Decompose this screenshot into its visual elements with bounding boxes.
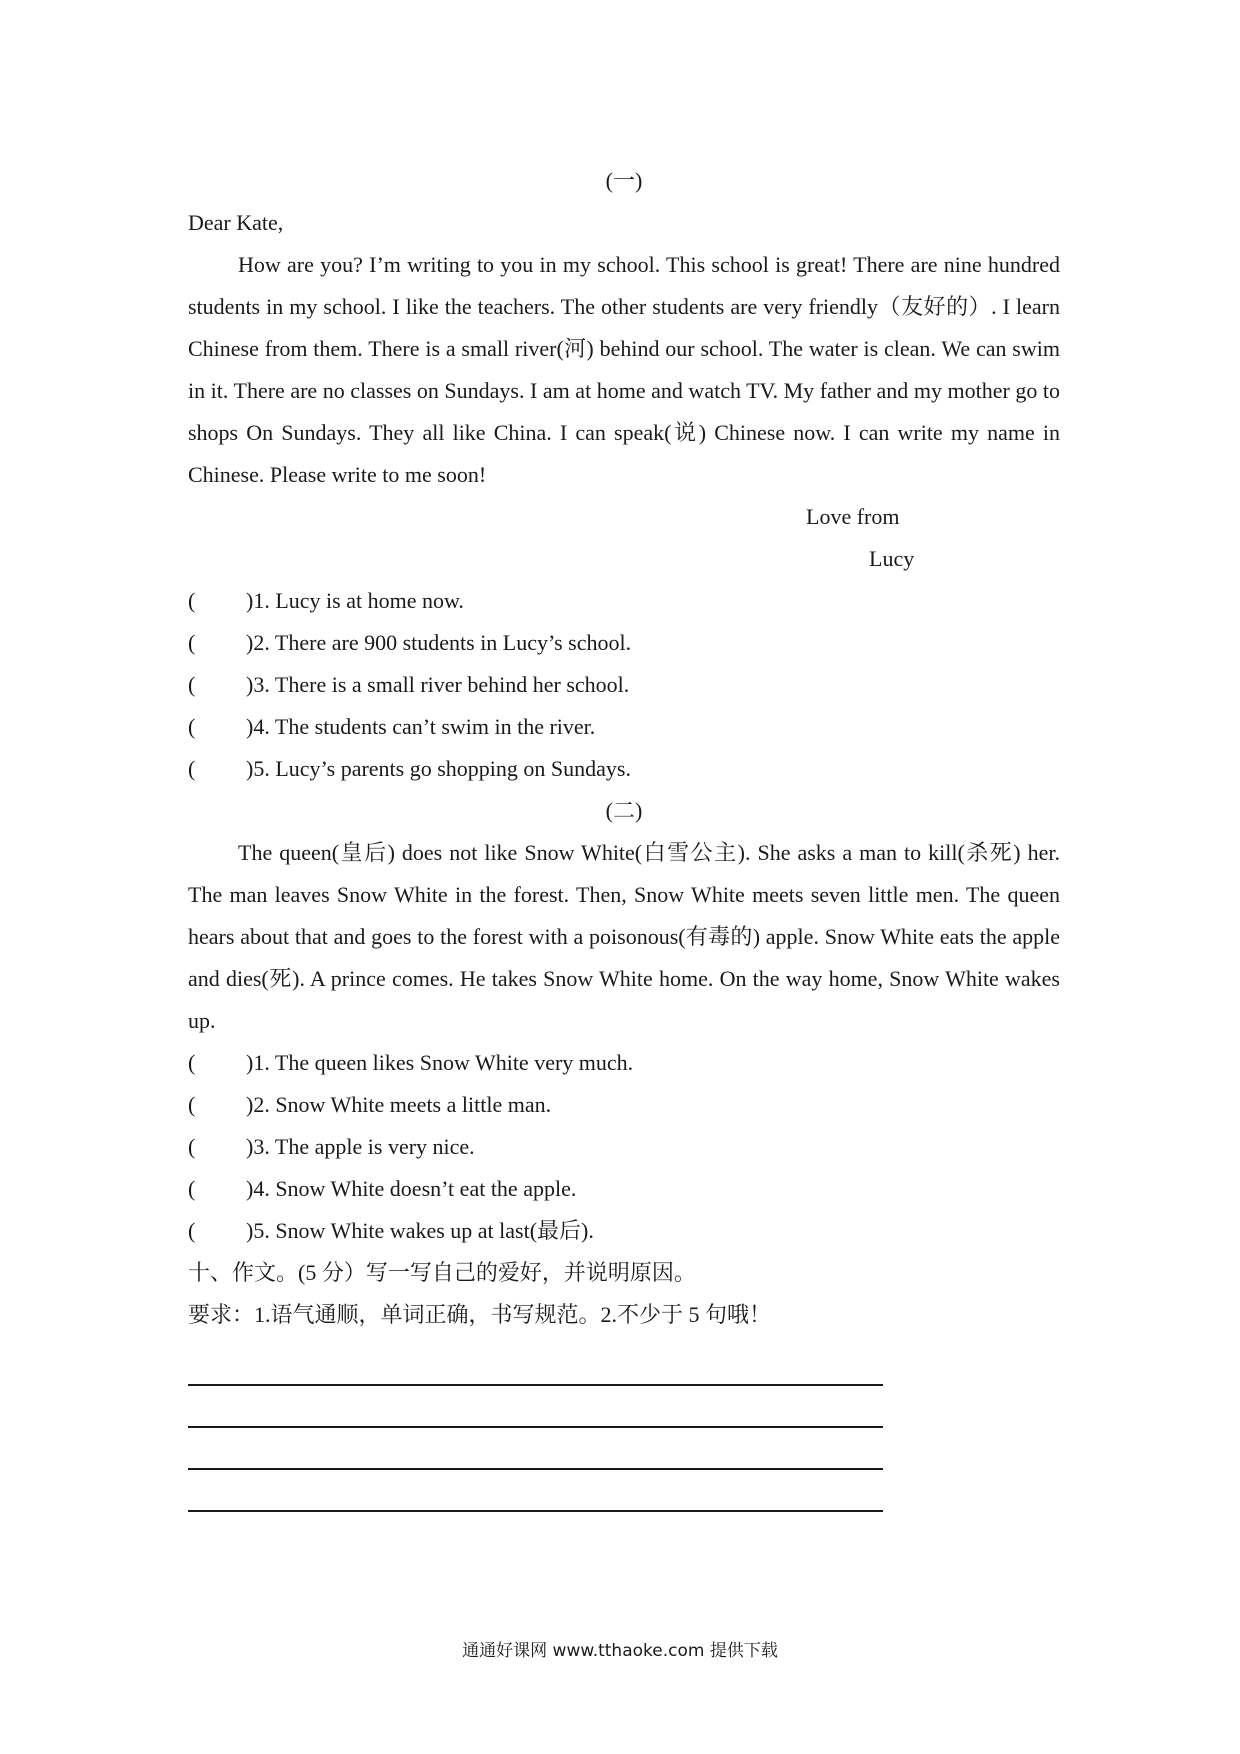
passage2-body: The queen(皇后) does not like Snow White(白雪公主). She asks a man to kill(杀死) her. The man leaves Snow White in the forest. Then, Snow White meets seven little men. The queen hears about that and goes to the forest with a poisonous(有毒的) apple. Snow White eats the apple and dies(死). A prince comes. He takes Snow White home. On the way home, Snow White wakes up. — [188, 840, 1060, 1033]
question-text: )2. There are 900 students in Lucy’s school. — [246, 630, 632, 655]
question-row — [188, 1042, 1060, 1084]
answer-blank[interactable]: ( — [188, 1092, 196, 1117]
question-row — [188, 1168, 1060, 1210]
answer-blank[interactable]: ( — [188, 1050, 196, 1075]
composition-requirements: 要求：1.语气通顺，单词正确，书写规范。2.不少于 5 句哦！ — [188, 1302, 772, 1327]
question-row — [188, 622, 1060, 664]
answer-blank[interactable]: ( — [188, 1218, 196, 1243]
composition-title: 十、作文。(5 分）写一写自己的爱好，并说明原因。 — [188, 1260, 696, 1285]
letter-greeting: Dear Kate, — [188, 210, 284, 235]
answer-blank[interactable]: ( — [188, 1134, 196, 1159]
letter-closing: Love from — [806, 504, 900, 529]
writing-area[interactable] — [188, 1344, 1060, 1512]
question-text: )1. Lucy is at home now. — [246, 588, 464, 613]
question-text: )5. Snow White wakes up at last(最后). — [246, 1218, 594, 1243]
question-text: )4. Snow White doesn’t eat the apple. — [246, 1176, 577, 1201]
writing-line[interactable] — [188, 1386, 883, 1428]
question-row — [188, 664, 1060, 706]
answer-blank[interactable]: ( — [188, 588, 196, 613]
question-text: )3. The apple is very nice. — [246, 1134, 475, 1159]
passage1-heading: (一) — [605, 168, 643, 193]
passage1-questions — [188, 580, 1060, 790]
passage2-heading: (二) — [605, 798, 643, 823]
question-text: )4. The students can’t swim in the river. — [246, 714, 596, 739]
question-text: )2. Snow White meets a little man. — [246, 1092, 552, 1117]
answer-blank[interactable]: ( — [188, 630, 196, 655]
answer-blank[interactable]: ( — [188, 756, 196, 781]
letter-signature: Lucy — [869, 546, 915, 571]
question-row — [188, 1210, 1060, 1252]
letter-body: How are you? I’m writing to you in my school. This school is great! There are nine hundred students in my school. I like the teachers. The other students are very friendly（友好的）. I learn Chinese from them. There is a small river(河) behind our school. The water is clean. We can swim in it. There are no classes on Sundays. I am at home and watch TV. My father and my mother go to shops On Sundays. They all like China. I can speak(说) Chinese now. I can write my name in Chinese. Please write to me soon! — [188, 252, 1060, 487]
worksheet-page — [188, 160, 1060, 1512]
question-text: )5. Lucy’s parents go shopping on Sundays. — [246, 756, 631, 781]
question-row — [188, 748, 1060, 790]
answer-blank[interactable]: ( — [188, 1176, 196, 1201]
answer-blank[interactable]: ( — [188, 714, 196, 739]
question-row — [188, 1126, 1060, 1168]
writing-line[interactable] — [188, 1344, 883, 1386]
question-row — [188, 580, 1060, 622]
question-row — [188, 706, 1060, 748]
question-row — [188, 1084, 1060, 1126]
answer-blank[interactable]: ( — [188, 672, 196, 697]
question-text: )1. The queen likes Snow White very much. — [246, 1050, 634, 1075]
page-footer: 通通好课网 www.tthaoke.com 提供下载 — [462, 1641, 778, 1661]
writing-line[interactable] — [188, 1428, 883, 1470]
question-text: )3. There is a small river behind her school. — [246, 672, 630, 697]
passage2-questions — [188, 1042, 1060, 1252]
writing-line[interactable] — [188, 1470, 883, 1512]
